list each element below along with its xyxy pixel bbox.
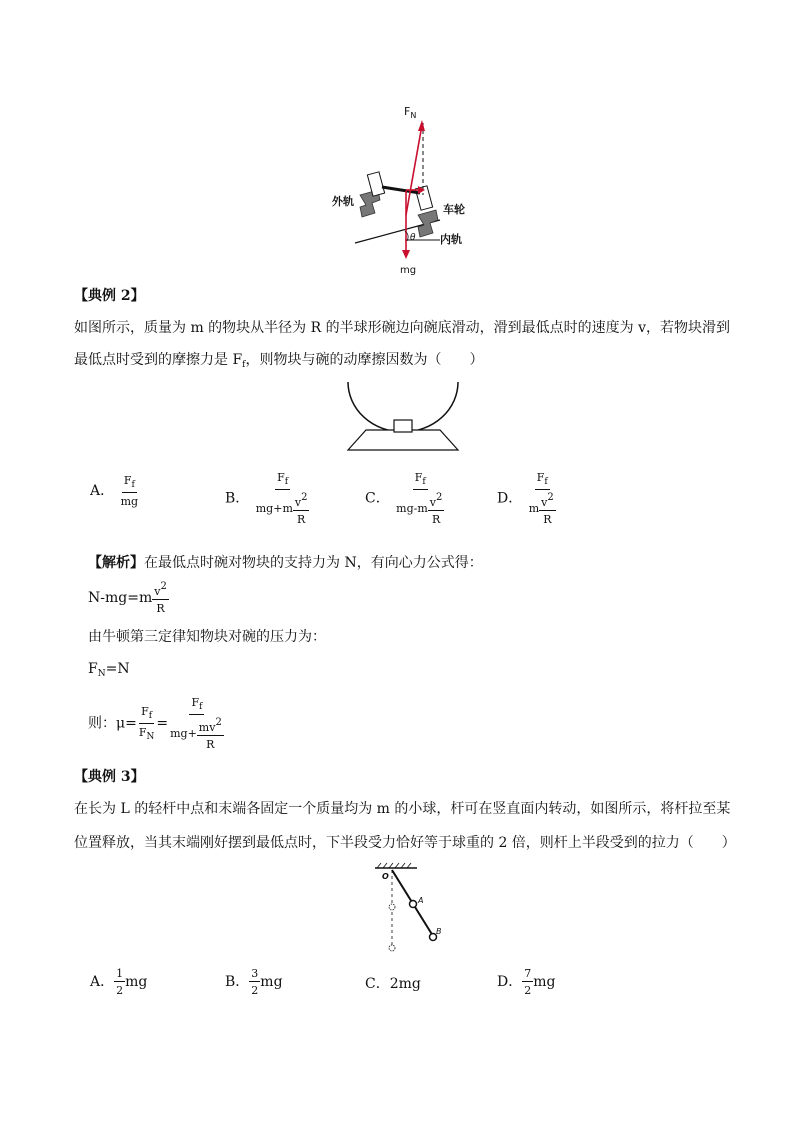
dashed-ball-middle <box>389 904 395 910</box>
option-a-fraction: $\frac{F_f}{mg}$ <box>120 474 139 508</box>
ex3-option-a-letter: A． <box>90 974 115 990</box>
example-2-question-line2 <box>74 349 484 376</box>
dashed-ball-end <box>389 945 395 951</box>
analysis-tag: 【解析】 <box>88 555 144 571</box>
q-sub: f <box>242 360 246 370</box>
q-text-post: ，则物块与碗的动摩擦因数为（ ） <box>245 352 484 368</box>
label-a: A <box>418 896 424 905</box>
option-b-letter: B． <box>225 490 250 507</box>
example-2-question-line1: 如图所示，质量为 m 的物块从半径为 R 的半球形碗边向碗底滑动，滑到最低点时的速度为 v，若物块滑到 <box>74 320 730 336</box>
option-c-letter: C． <box>365 490 390 507</box>
option-c-fraction: $F_f$ mg-m $\frac{v2}{R}$ <box>396 471 443 526</box>
option-a-letter: A． <box>90 483 115 499</box>
option-d-letter: D． <box>497 490 523 507</box>
option-a[interactable] <box>90 475 140 507</box>
newton-third-law-text: 由牛顿第三定律知物块对碗的压力为： <box>88 629 326 645</box>
ex3-option-b[interactable]: B． $\frac{3}{2}$ mg <box>225 967 283 997</box>
normal-force-arrowhead <box>418 120 425 131</box>
ex3-option-a[interactable]: A． $\frac{1}{2}$ mg <box>90 967 148 997</box>
analysis-text: 在最低点时碗对物块的支持力为 N，有向心力公式得： <box>144 555 483 571</box>
label-b: B <box>436 927 442 936</box>
q-text: 最低点时受到的摩擦力是 F <box>74 352 243 368</box>
outer-rail-label: 外轨 <box>332 195 354 208</box>
theta-label: θ <box>410 233 416 243</box>
label-o: O <box>382 872 389 881</box>
fn-label: $F_N$ <box>404 105 417 120</box>
example-2-heading: 【典例 2】 <box>74 288 145 304</box>
example-3-question-line2: 位置释放，当其末端刚好摆到最低点时，下半段受力恰好等于球重的 2 倍，则杆上半段受到的拉力（ ） <box>74 835 736 851</box>
option-d[interactable] <box>497 472 558 525</box>
ball-a <box>410 901 417 908</box>
ex3-option-c[interactable]: C．2mg <box>365 976 421 992</box>
mg-label: mg <box>400 265 417 276</box>
ex3-option-c-letter: C． <box>365 976 390 992</box>
equation-1: N-mg=m $\frac{v2}{R}$ <box>88 581 167 615</box>
inner-rail <box>418 210 438 237</box>
example-3-heading: 【典例 3】 <box>74 769 145 785</box>
equation-3: 则：μ= $\frac{F_f}{F_N}$ = $F_f$ mg+ $\frac{mv2}{R}$ <box>88 696 222 751</box>
block <box>394 420 412 432</box>
inner-rail-label: 内轨 <box>440 233 462 246</box>
analysis-line <box>88 552 483 574</box>
wheel-label: 车轮 <box>443 203 465 216</box>
equation-2: $F_N=N$ <box>88 661 130 679</box>
example-3-question-line1: 在长为 L 的轻杆中点和末端各固定一个质量均为 m 的小球，杆可在竖直面内转动，如图所示，将杆拉至某 <box>74 801 731 817</box>
ex3-option-d-letter: D． <box>497 974 523 990</box>
ex3-option-d[interactable]: D． $\frac{7}{2}$ mg <box>497 967 556 997</box>
bowl-stand <box>348 430 458 450</box>
option-d-fraction: $F_f$ m $\frac{v2}{R}$ <box>528 471 554 526</box>
gravity-arrowhead <box>402 250 410 259</box>
ex3-option-b-letter: B． <box>225 974 250 990</box>
option-c[interactable] <box>365 472 446 525</box>
banked-track-figure <box>330 95 480 280</box>
option-b-fraction: $F_f$ mg+m $\frac{v2}{R}$ <box>255 471 308 526</box>
option-b[interactable] <box>225 472 311 525</box>
rod-figure <box>365 862 450 954</box>
bowl-figure <box>338 380 468 455</box>
